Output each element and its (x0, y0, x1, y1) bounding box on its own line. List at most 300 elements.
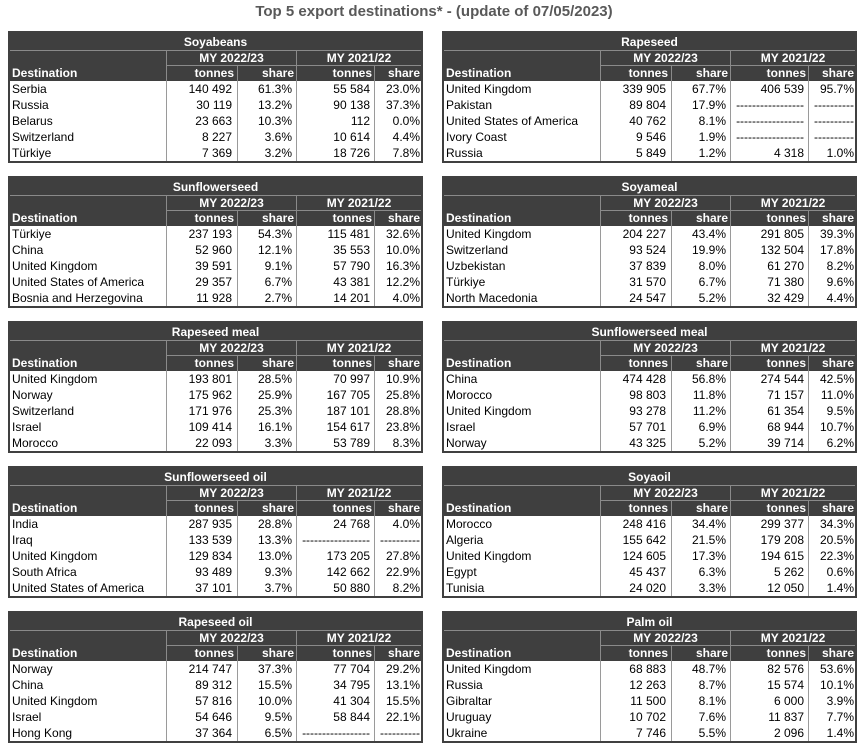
my-current-header: MY 2022/23 (633, 196, 698, 210)
my-current-header: MY 2022/23 (199, 341, 264, 355)
share-previous-cell: 27.8% (385, 549, 420, 563)
tonnes-previous-cell: ----------------- (736, 114, 804, 128)
tonnes-previous-cell: 112 (350, 114, 370, 128)
destination-header: Destination (12, 501, 78, 515)
share-previous-cell: 13.1% (385, 678, 420, 692)
tonnes-current-cell: 8 227 (201, 130, 232, 144)
share-header: share (821, 211, 854, 225)
share-previous-cell: 95.7% (819, 82, 854, 96)
tonnes-previous-cell: 6 000 (773, 694, 804, 708)
table-header (444, 323, 855, 371)
table-header (444, 178, 855, 226)
share-previous-cell: 12.2% (385, 275, 420, 289)
table-row (10, 403, 421, 419)
tonnes-current-cell: 193 801 (188, 372, 232, 386)
tonnes-current-cell: 39 591 (195, 259, 232, 273)
share-previous-cell: 1.4% (826, 581, 854, 595)
share-current-cell: 3.2% (264, 146, 292, 160)
destination-header: Destination (446, 66, 512, 80)
share-current-cell: 28.5% (257, 372, 292, 386)
tonnes-current-cell: 5 849 (635, 146, 666, 160)
share-current-cell: 1.9% (698, 130, 726, 144)
destination-cell: Morocco (446, 517, 493, 531)
share-current-cell: 6.7% (264, 275, 292, 289)
destination-cell: United Kingdom (446, 662, 532, 676)
destination-header: Destination (12, 356, 78, 370)
share-current-cell: 5.2% (698, 436, 726, 450)
tonnes-header: tonnes (766, 66, 806, 80)
table-row (444, 516, 855, 532)
share-previous-cell: 9.6% (826, 275, 854, 289)
table-row (10, 81, 421, 97)
share-previous-cell: ---------- (814, 114, 854, 128)
tonnes-previous-cell: 291 805 (760, 227, 804, 241)
share-previous-cell: 10.9% (385, 372, 420, 386)
tonnes-current-cell: 29 357 (195, 275, 232, 289)
share-current-cell: 25.3% (257, 404, 292, 418)
panel-title: Soyabeans (183, 35, 248, 49)
table-row (444, 693, 855, 709)
share-previous-cell: 17.8% (819, 243, 854, 257)
table-row (10, 145, 421, 161)
table-row (10, 242, 421, 258)
share-previous-cell: 7.8% (392, 146, 420, 160)
page-title: Top 5 export destinations* - (update of 07/05/2023) (255, 3, 613, 20)
tonnes-previous-cell: 4 318 (773, 146, 804, 160)
table-row (10, 435, 421, 451)
share-previous-cell: 23.0% (385, 82, 420, 96)
tonnes-header: tonnes (628, 501, 668, 515)
destination-cell: Ukraine (446, 726, 488, 740)
table-row (444, 274, 855, 290)
table-row (444, 226, 855, 242)
tonnes-current-cell: 93 489 (195, 565, 232, 579)
destination-cell: Norway (446, 436, 487, 450)
share-header: share (261, 501, 294, 515)
tonnes-previous-cell: 34 795 (333, 678, 370, 692)
tonnes-previous-cell: 406 539 (760, 82, 804, 96)
tonnes-previous-cell: ----------------- (736, 98, 804, 112)
destination-cell: United Kingdom (12, 694, 98, 708)
tonnes-header: tonnes (766, 356, 806, 370)
tonnes-previous-cell: 61 354 (767, 404, 804, 418)
panel-rapeseed-meal (8, 321, 423, 453)
destination-cell: United States of America (12, 275, 145, 289)
destination-header: Destination (12, 66, 78, 80)
tonnes-previous-cell: 53 789 (333, 436, 370, 450)
tonnes-current-cell: 140 492 (188, 82, 232, 96)
tonnes-previous-cell: 173 205 (326, 549, 370, 563)
table-row (10, 97, 421, 113)
share-current-cell: 13.2% (257, 98, 292, 112)
share-previous-cell: 8.2% (392, 581, 420, 595)
tonnes-current-cell: 133 539 (188, 533, 232, 547)
share-previous-cell: 32.6% (385, 227, 420, 241)
share-current-cell: 67.7% (691, 82, 726, 96)
table-header (444, 33, 855, 81)
destination-cell: United Kingdom (446, 404, 532, 418)
share-header: share (695, 501, 728, 515)
table-row (10, 725, 421, 741)
tonnes-previous-cell: 132 504 (760, 243, 804, 257)
panel-title: Rapeseed (621, 35, 678, 49)
share-header: share (695, 66, 728, 80)
share-header: share (261, 356, 294, 370)
tonnes-previous-cell: ----------------- (302, 726, 370, 740)
tonnes-previous-cell: 55 584 (333, 82, 370, 96)
my-current-header: MY 2022/23 (633, 486, 698, 500)
share-header: share (695, 646, 728, 660)
tonnes-current-cell: 93 524 (629, 243, 666, 257)
share-current-cell: 6.3% (698, 565, 726, 579)
tonnes-previous-cell: 15 574 (767, 678, 804, 692)
destination-cell: Uzbekistan (446, 259, 506, 273)
my-previous-header: MY 2021/22 (760, 486, 826, 500)
destination-cell: Türkiye (12, 146, 52, 160)
table-row (444, 129, 855, 145)
table-row (444, 290, 855, 306)
table-row (10, 580, 421, 596)
panel-title: Soyaoil (628, 470, 671, 484)
panel-sunflowerseed (8, 176, 423, 308)
destination-cell: United Kingdom (446, 227, 532, 241)
share-previous-cell: 3.9% (826, 694, 854, 708)
table-row (444, 677, 855, 693)
tonnes-previous-cell: 70 997 (333, 372, 370, 386)
tonnes-current-cell: 54 646 (195, 710, 232, 724)
share-current-cell: 61.3% (257, 82, 292, 96)
share-previous-cell: 23.8% (385, 420, 420, 434)
share-previous-cell: 25.8% (385, 388, 420, 402)
share-previous-cell: 39.3% (819, 227, 854, 241)
share-current-cell: 12.1% (257, 243, 292, 257)
share-header: share (821, 356, 854, 370)
destination-cell: Gibraltar (446, 694, 493, 708)
tonnes-header: tonnes (332, 646, 372, 660)
destination-cell: United States of America (12, 581, 145, 595)
share-current-cell: 10.3% (257, 114, 292, 128)
tonnes-header: tonnes (194, 211, 234, 225)
tonnes-current-cell: 474 428 (622, 372, 666, 386)
tonnes-previous-cell: 39 714 (767, 436, 804, 450)
tonnes-current-cell: 7 746 (635, 726, 666, 740)
destination-cell: Uruguay (446, 710, 492, 724)
tonnes-header: tonnes (628, 646, 668, 660)
destination-cell: China (446, 372, 478, 386)
table-row (444, 532, 855, 548)
share-header: share (387, 211, 420, 225)
my-current-header: MY 2022/23 (633, 341, 698, 355)
panel-soyabeans (8, 31, 423, 163)
tonnes-current-cell: 12 263 (629, 678, 666, 692)
destination-cell: United Kingdom (12, 259, 98, 273)
share-current-cell: 15.5% (257, 678, 292, 692)
share-previous-cell: 8.2% (826, 259, 854, 273)
destination-cell: North Macedonia (446, 291, 538, 305)
destination-cell: Switzerland (12, 130, 75, 144)
tonnes-previous-cell: 82 576 (767, 662, 804, 676)
table-row (444, 403, 855, 419)
share-current-cell: 56.8% (691, 372, 726, 386)
share-header: share (821, 66, 854, 80)
tonnes-current-cell: 9 546 (635, 130, 666, 144)
tonnes-header: tonnes (332, 66, 372, 80)
table-row (10, 371, 421, 387)
destination-cell: Russia (12, 98, 49, 112)
destination-cell: Norway (12, 388, 53, 402)
table-row (10, 129, 421, 145)
table-row (10, 532, 421, 548)
share-current-cell: 43.4% (691, 227, 726, 241)
share-current-cell: 5.5% (698, 726, 726, 740)
share-current-cell: 9.1% (264, 259, 292, 273)
my-previous-header: MY 2021/22 (760, 341, 826, 355)
destination-cell: United Kingdom (12, 549, 98, 563)
share-header: share (821, 646, 854, 660)
table-row (444, 258, 855, 274)
tonnes-current-cell: 155 642 (622, 533, 666, 547)
share-previous-cell: 29.2% (385, 662, 420, 676)
tonnes-previous-cell: 35 553 (333, 243, 370, 257)
tonnes-current-cell: 237 193 (188, 227, 232, 241)
share-previous-cell: 0.0% (392, 114, 420, 128)
destination-cell: Iraq (12, 533, 33, 547)
tonnes-previous-cell: 12 050 (767, 581, 804, 595)
share-previous-cell: 22.3% (819, 549, 854, 563)
table-row (10, 113, 421, 129)
table-row (444, 435, 855, 451)
share-previous-cell: 10.1% (819, 678, 854, 692)
my-current-header: MY 2022/23 (199, 631, 264, 645)
table-row (10, 387, 421, 403)
destination-header: Destination (12, 646, 78, 660)
share-current-cell: 8.0% (698, 259, 726, 273)
share-current-cell: 10.0% (257, 694, 292, 708)
tonnes-current-cell: 175 962 (188, 388, 232, 402)
share-header: share (261, 211, 294, 225)
tonnes-current-cell: 11 928 (196, 291, 232, 305)
table-row (444, 725, 855, 741)
tonnes-previous-cell: 90 138 (333, 98, 370, 112)
share-current-cell: 6.9% (698, 420, 726, 434)
my-previous-header: MY 2021/22 (326, 196, 392, 210)
panel-soyaoil (442, 466, 857, 598)
table-header (10, 323, 421, 371)
tonnes-current-cell: 124 605 (622, 549, 666, 563)
my-previous-header: MY 2021/22 (326, 486, 392, 500)
table-row (444, 145, 855, 161)
tonnes-current-cell: 89 312 (195, 678, 232, 692)
destination-cell: United Kingdom (12, 372, 98, 386)
share-previous-cell: 0.6% (826, 565, 854, 579)
destination-cell: Israel (446, 420, 476, 434)
panel-rapeseed-oil (8, 611, 423, 743)
table-row (10, 516, 421, 532)
share-previous-cell: 10.7% (819, 420, 854, 434)
tonnes-current-cell: 30 119 (196, 98, 232, 112)
tonnes-header: tonnes (332, 356, 372, 370)
table-header (10, 468, 421, 516)
share-current-cell: 54.3% (257, 227, 292, 241)
table-row (444, 81, 855, 97)
destination-cell: Türkiye (12, 227, 52, 241)
tonnes-current-cell: 109 414 (188, 420, 232, 434)
table-row (10, 564, 421, 580)
share-header: share (695, 356, 728, 370)
tonnes-current-cell: 52 960 (195, 243, 232, 257)
share-header: share (387, 501, 420, 515)
share-current-cell: 2.7% (264, 291, 292, 305)
tonnes-previous-cell: ----------------- (302, 533, 370, 547)
destination-cell: Hong Kong (12, 726, 73, 740)
share-current-cell: 17.9% (691, 98, 726, 112)
share-previous-cell: 4.0% (392, 517, 420, 531)
share-previous-cell: 22.9% (385, 565, 420, 579)
tonnes-current-cell: 214 747 (188, 662, 232, 676)
table-header (10, 33, 421, 81)
destination-header: Destination (446, 646, 512, 660)
destination-cell: Switzerland (12, 404, 75, 418)
tonnes-header: tonnes (194, 501, 234, 515)
tonnes-current-cell: 68 883 (629, 662, 666, 676)
panel-title: Sunflowerseed oil (164, 470, 267, 484)
share-header: share (821, 501, 854, 515)
destination-header: Destination (446, 501, 512, 515)
tonnes-previous-cell: 115 481 (327, 227, 370, 241)
panel-title: Sunflowerseed meal (591, 325, 708, 339)
tonnes-previous-cell: 14 201 (333, 291, 370, 305)
tonnes-current-cell: 22 093 (195, 436, 232, 450)
table-header (444, 613, 855, 661)
table-row (444, 242, 855, 258)
destination-cell: Switzerland (446, 243, 509, 257)
tonnes-header: tonnes (194, 356, 234, 370)
destination-cell: Türkiye (446, 275, 486, 289)
tonnes-header: tonnes (766, 211, 806, 225)
share-previous-cell: 53.6% (819, 662, 854, 676)
tonnes-current-cell: 171 976 (188, 404, 232, 418)
share-current-cell: 9.5% (264, 710, 292, 724)
destination-cell: United Kingdom (446, 549, 532, 563)
share-previous-cell: 4.4% (826, 291, 854, 305)
table-row (444, 419, 855, 435)
destination-cell: Egypt (446, 565, 477, 579)
share-current-cell: 3.3% (264, 436, 292, 450)
table-row (10, 258, 421, 274)
my-current-header: MY 2022/23 (199, 486, 264, 500)
share-current-cell: 13.3% (257, 533, 292, 547)
panel-title: Palm oil (626, 615, 673, 629)
destination-cell: Morocco (446, 388, 493, 402)
panel-title: Soyameal (621, 180, 678, 194)
share-previous-cell: 11.0% (820, 388, 854, 402)
share-previous-cell: ---------- (380, 533, 420, 547)
tonnes-previous-cell: ----------------- (736, 130, 804, 144)
tonnes-header: tonnes (628, 66, 668, 80)
destination-cell: China (12, 678, 44, 692)
tonnes-current-cell: 10 702 (629, 710, 666, 724)
table-row (444, 113, 855, 129)
destination-header: Destination (446, 356, 512, 370)
share-current-cell: 16.1% (257, 420, 292, 434)
panel-title: Rapeseed oil (178, 615, 253, 629)
destination-header: Destination (12, 211, 78, 225)
share-current-cell: 3.3% (698, 581, 726, 595)
tonnes-current-cell: 93 278 (629, 404, 666, 418)
tonnes-previous-cell: 18 726 (333, 146, 370, 160)
share-header: share (261, 66, 294, 80)
share-previous-cell: 4.4% (392, 130, 420, 144)
tonnes-previous-cell: 24 768 (333, 517, 370, 531)
table-row (10, 693, 421, 709)
table-row (444, 371, 855, 387)
destination-cell: Russia (446, 146, 483, 160)
table-row (444, 709, 855, 725)
share-current-cell: 3.6% (264, 130, 292, 144)
share-previous-cell: 8.3% (392, 436, 420, 450)
tonnes-previous-cell: 274 544 (760, 372, 804, 386)
my-current-header: MY 2022/23 (199, 51, 264, 65)
share-current-cell: 6.5% (264, 726, 292, 740)
destination-cell: Morocco (12, 436, 59, 450)
tonnes-previous-cell: 43 381 (333, 275, 370, 289)
tonnes-previous-cell: 58 844 (333, 710, 370, 724)
share-previous-cell: 42.5% (819, 372, 854, 386)
tonnes-current-cell: 37 101 (195, 581, 232, 595)
panel-rapeseed (442, 31, 857, 163)
table-row (444, 97, 855, 113)
destination-cell: United States of America (446, 114, 579, 128)
panel-soyameal (442, 176, 857, 308)
table-row (10, 226, 421, 242)
tonnes-current-cell: 129 834 (188, 549, 232, 563)
my-current-header: MY 2022/23 (633, 51, 698, 65)
table-header (10, 613, 421, 661)
tonnes-previous-cell: 2 096 (773, 726, 804, 740)
share-current-cell: 5.2% (698, 291, 726, 305)
share-previous-cell: 10.0% (385, 243, 420, 257)
share-current-cell: 48.7% (691, 662, 726, 676)
share-previous-cell: ---------- (380, 726, 420, 740)
share-current-cell: 6.7% (698, 275, 726, 289)
tonnes-previous-cell: 50 880 (333, 581, 370, 595)
my-current-header: MY 2022/23 (633, 631, 698, 645)
share-current-cell: 13.0% (257, 549, 292, 563)
tonnes-previous-cell: 299 377 (760, 517, 804, 531)
share-current-cell: 11.8% (692, 388, 726, 402)
tonnes-previous-cell: 71 380 (767, 275, 804, 289)
share-header: share (387, 356, 420, 370)
share-previous-cell: ---------- (814, 98, 854, 112)
share-previous-cell: 34.3% (819, 517, 854, 531)
destination-cell: Israel (12, 710, 42, 724)
share-current-cell: 3.7% (264, 581, 292, 595)
tonnes-current-cell: 37 839 (629, 259, 666, 273)
tonnes-previous-cell: 11 837 (768, 710, 804, 724)
tonnes-current-cell: 248 416 (622, 517, 666, 531)
destination-cell: China (12, 243, 44, 257)
share-previous-cell: 6.2% (826, 436, 854, 450)
table-row (10, 709, 421, 725)
destination-cell: South Africa (12, 565, 77, 579)
share-previous-cell: 15.5% (385, 694, 420, 708)
destination-cell: United Kingdom (446, 82, 532, 96)
share-current-cell: 8.1% (698, 114, 726, 128)
tonnes-current-cell: 98 803 (629, 388, 666, 402)
share-previous-cell: 9.5% (826, 404, 854, 418)
share-previous-cell: 7.7% (826, 710, 854, 724)
tonnes-current-cell: 57 816 (195, 694, 232, 708)
